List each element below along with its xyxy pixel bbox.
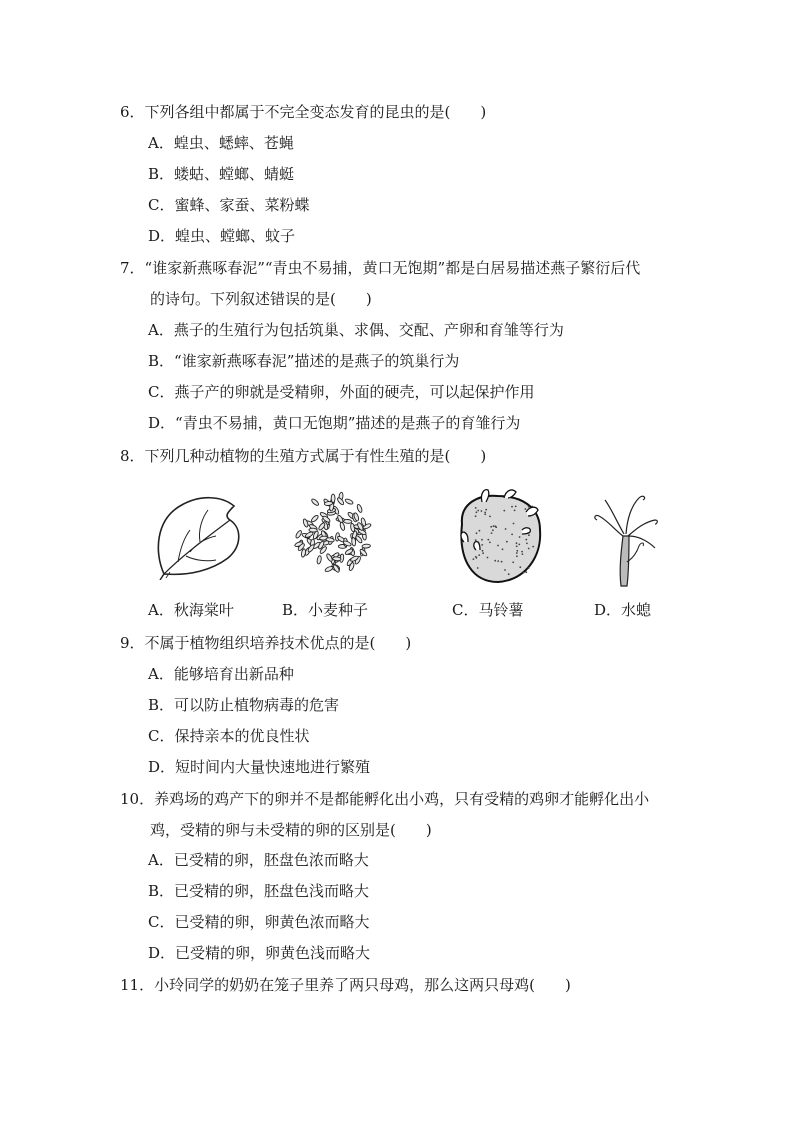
question-9-stem: 9．不属于植物组织培养技术优点的是( ) <box>120 634 412 652</box>
potato-speckle <box>481 510 483 512</box>
wheat-seed <box>356 504 363 513</box>
potato-speckle <box>492 529 494 531</box>
potato-speckle <box>528 506 530 508</box>
potato-speckle <box>478 554 480 556</box>
potato-speckle <box>490 526 492 528</box>
wheat-seed <box>324 566 333 573</box>
potato-speckle <box>501 561 503 563</box>
potato-speckle <box>487 557 489 559</box>
question-9-option-b: B．可以防止植物病毒的危害 <box>148 696 340 714</box>
potato-speckle <box>519 536 521 538</box>
leaf-figure <box>150 490 250 580</box>
wheat-seed <box>362 544 371 549</box>
potato-speckle <box>516 550 518 552</box>
potato-speckle <box>528 567 530 569</box>
potato-speckle <box>475 515 477 517</box>
potato-speckle <box>489 516 491 518</box>
potato-speckle <box>477 510 479 512</box>
potato-speckle <box>477 567 479 569</box>
hydra-figure <box>585 490 665 590</box>
potato-speckle <box>476 532 478 534</box>
potato-speckle <box>487 539 489 541</box>
potato-speckle <box>484 512 486 514</box>
potato-speckle <box>516 545 518 547</box>
question-7-option-d: D．“青虫不易捕，黄口无饱期”描述的是燕子的育雏行为 <box>148 414 521 432</box>
potato-speckle <box>528 548 530 550</box>
potato-speckle <box>526 543 528 545</box>
potato-speckle <box>475 507 477 509</box>
question-10-stem-line2: 鸡，受精的卵与未受精的卵的区别是( ) <box>150 821 432 839</box>
potato-speckle <box>494 560 496 562</box>
potato-speckle <box>513 523 515 525</box>
wheat-seed <box>331 494 335 502</box>
question-9-option-a: A．能够培育出新品种 <box>148 665 294 683</box>
potato-speckle <box>475 539 477 541</box>
potato-speckle <box>516 552 518 554</box>
potato-speckle <box>503 510 505 512</box>
wheat-seed <box>295 530 303 539</box>
question-8-stem: 8．下列几种动植物的生殖方式属于有性生殖的是( ) <box>120 447 487 465</box>
potato-speckle <box>476 511 478 513</box>
question-10-option-d: D．已受精的卵，卵黄色浅而略大 <box>148 944 371 962</box>
potato-speckle <box>489 542 491 544</box>
wheat-seed <box>359 548 368 557</box>
wheat-seed <box>351 537 356 546</box>
potato-speckle <box>485 509 487 511</box>
potato-speckle <box>506 541 508 543</box>
question-11-stem: 11．小玲同学的奶奶在笼子里养了两只母鸡，那么这两只母鸡( ) <box>120 976 571 994</box>
wheat-seed <box>324 501 333 506</box>
wheat-seed <box>336 497 344 506</box>
question-10-option-c: C．已受精的卵，卵黄色浓而略大 <box>148 913 370 931</box>
potato-speckle <box>502 548 504 550</box>
potato-speckle <box>515 506 517 508</box>
potato-speckle <box>481 544 483 546</box>
wheat-seed <box>332 556 341 561</box>
question-6-option-c: C．蜜蜂、家蚕、菜粉蝶 <box>148 196 310 214</box>
potato-speckle <box>525 508 527 510</box>
potato-speckle <box>512 561 514 563</box>
potato-speckle <box>528 534 530 536</box>
wheat-seed <box>310 514 319 523</box>
question-7-option-b: B．“谁家新燕啄春泥”描述的是燕子的筑巢行为 <box>148 352 460 370</box>
potato-speckle <box>522 553 524 555</box>
potato-speckle <box>491 532 493 534</box>
potato-speckle <box>519 566 521 568</box>
potato-speckle <box>493 525 495 527</box>
figure-caption-a: A．秋海棠叶 <box>148 601 234 619</box>
figure-caption-d: D．水螅 <box>594 601 652 619</box>
potato-speckle <box>475 556 477 558</box>
question-6-stem: 6．下列各组中都属于不完全变态发育的昆虫的是( ) <box>120 103 487 121</box>
potato-speckle <box>532 546 534 548</box>
potato-speckle <box>523 572 525 574</box>
potato-speckle <box>504 569 506 571</box>
potato-speckle <box>518 544 520 546</box>
figure-caption-c: C．马铃薯 <box>452 601 524 619</box>
potato-speckle <box>482 552 484 554</box>
figure-caption-b: B．小麦种子 <box>282 601 369 619</box>
question-10-option-b: B．已受精的卵，胚盘色浅而略大 <box>148 882 370 900</box>
wheat-seed <box>326 553 334 562</box>
potato-speckle <box>495 525 497 527</box>
potato-speckle <box>516 542 518 544</box>
question-7-stem-line2: 的诗句。下列叙述错误的是( ) <box>150 290 372 308</box>
potato-speckle <box>482 550 484 552</box>
potato-speckle <box>497 560 499 562</box>
question-10-option-a: A．已受精的卵，胚盘色浓而略大 <box>148 851 369 869</box>
question-7-option-c: C．燕子产的卵就是受精卵，外面的硬壳，可以起保护作用 <box>148 383 535 401</box>
potato-figure <box>452 484 552 588</box>
wheat-seeds-figure <box>288 484 378 584</box>
potato-speckle <box>516 555 518 557</box>
potato-speckle <box>479 530 481 532</box>
wheat-seed <box>316 555 321 564</box>
question-7-stem-line1: 7．“谁家新燕啄春泥”“青虫不易捕，黄口无饱期”都是白居易描述燕子繁衍后代 <box>120 259 641 277</box>
question-6-option-b: B．蝼蛄、螳螂、蜻蜓 <box>148 165 295 183</box>
potato-speckle <box>473 558 475 560</box>
question-6-option-a: A．蝗虫、蟋蟀、苍蝇 <box>148 134 294 152</box>
potato-speckle <box>525 571 527 573</box>
question-9-option-c: C．保持亲本的优良性状 <box>148 727 310 745</box>
wheat-seed <box>302 518 308 527</box>
wheat-seed <box>311 498 320 506</box>
potato-speckle <box>521 551 523 553</box>
potato-speckle <box>525 539 527 541</box>
potato-speckle <box>484 513 486 515</box>
potato-speckle <box>511 534 513 536</box>
potato-speckle <box>481 539 483 541</box>
potato-speckle <box>497 545 499 547</box>
potato-speckle <box>508 573 510 575</box>
wheat-seed <box>344 498 353 505</box>
potato-speckle <box>511 506 513 508</box>
potato-speckle <box>505 528 507 530</box>
question-7-option-a: A．燕子的生殖行为包括筑巢、求偶、交配、产卵和育雏等行为 <box>148 321 564 339</box>
question-10-stem-line1: 10．养鸡场的鸡产下的卵并不是都能孵化出小鸡，只有受精的鸡卵才能孵化出小 <box>120 790 650 808</box>
question-6-option-d: D．蝗虫、螳螂、蚊子 <box>148 227 296 245</box>
potato-speckle <box>514 510 516 512</box>
question-9-option-d: D．短时间内大量快速地进行繁殖 <box>148 758 371 776</box>
